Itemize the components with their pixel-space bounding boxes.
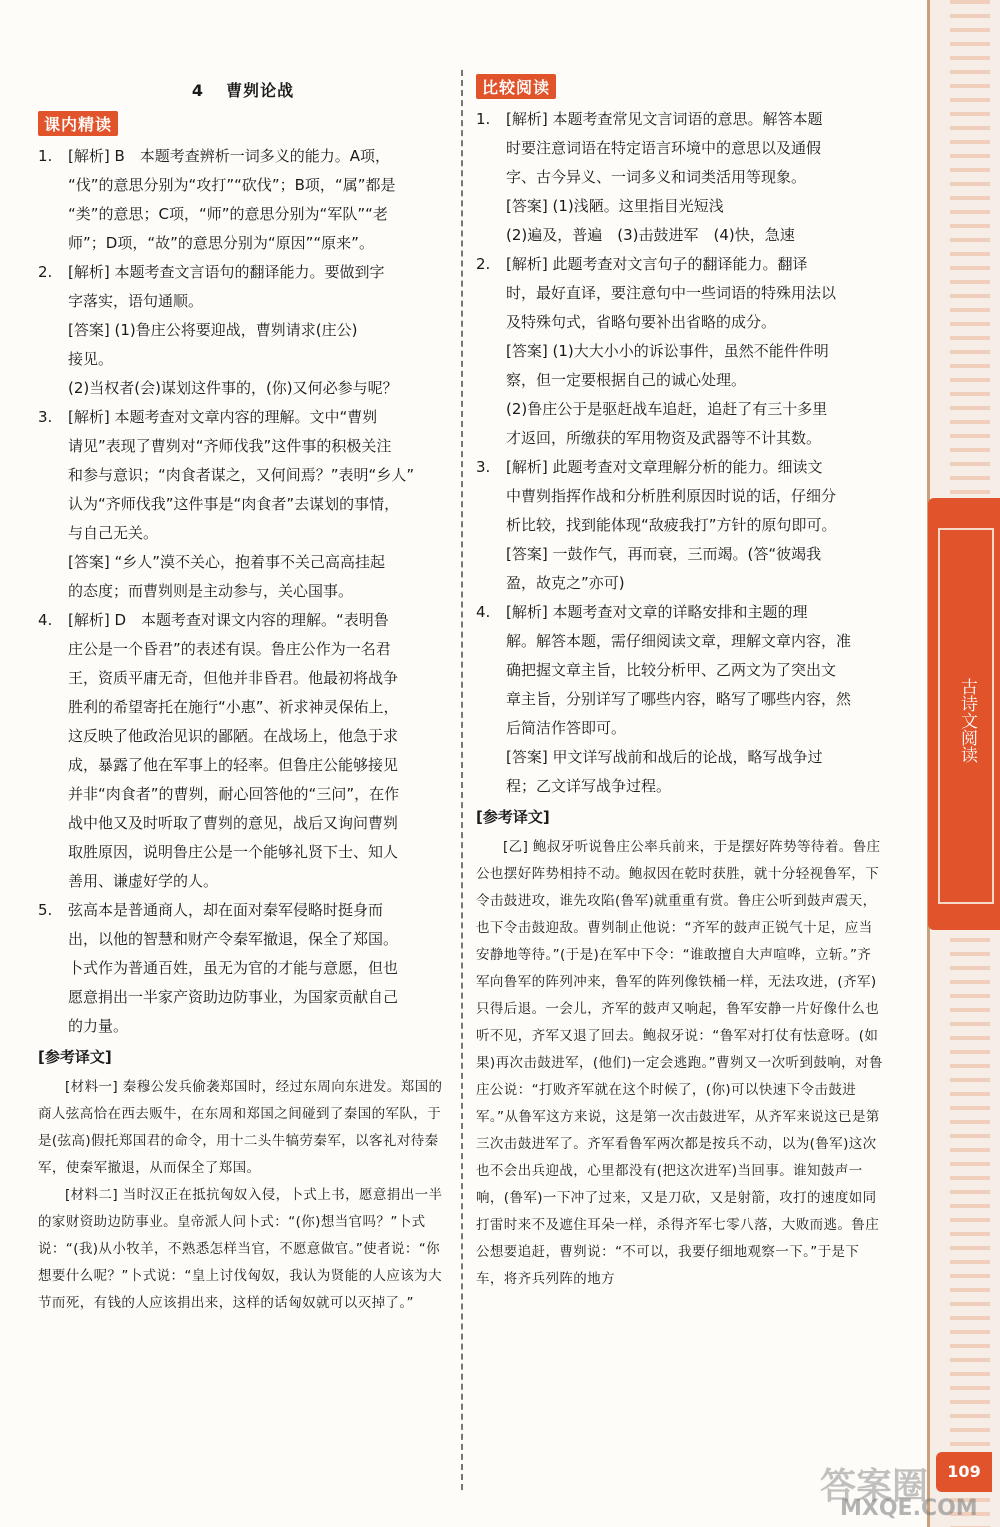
- chapter-number: 4: [191, 81, 205, 100]
- item-line: 王，资质平庸无奇，但他并非昏君。他最初将战争: [68, 669, 399, 687]
- item-line: 的力量。: [68, 1017, 129, 1035]
- answer-item: [476, 598, 884, 801]
- item-line: 时要注意词语在特定语言环境中的意思以及通假: [506, 139, 822, 157]
- item-line: 卜式作为普通百姓，虽无为官的才能与意愿，但也: [68, 959, 399, 977]
- item-line: 接见。: [68, 350, 114, 368]
- item-line: [解析] 本题考查常见文言词语的意思。解答本题: [506, 110, 823, 128]
- item-line: 请见”表现了曹刿对“齐师伐我”这件事的积极关注: [68, 437, 392, 455]
- answer-item: [476, 453, 884, 598]
- item-line: 取胜原因，说明鲁庄公是一个能够礼贤下士、知人: [68, 843, 399, 861]
- answer-item: [38, 258, 448, 403]
- item-line: 才返回，所缴获的军用物资及武器等不计其数。: [506, 429, 822, 447]
- item-line: 程；乙文详写战争过程。: [506, 777, 672, 795]
- right-answer-list: [476, 105, 884, 801]
- item-line: [答案] (1)鲁庄公将要迎战，曹刿请求(庄公): [68, 321, 358, 339]
- item-line: 察，但一定要根据自己的诚心处理。: [506, 371, 747, 389]
- item-line: 确把握文章主旨，比较分析甲、乙两文为了突出文: [506, 661, 837, 679]
- item-number: 5.: [38, 901, 53, 919]
- item-line: 盈，故克之”亦可): [506, 574, 625, 592]
- item-line: 认为“齐师伐我”这件事是“肉食者”去谋划的事情，: [68, 495, 400, 513]
- item-line: 战中他又及时听取了曹刿的意见，战后又询问曹刿: [68, 814, 399, 832]
- item-line: 及特殊句式，省略句要补出省略的成分。: [506, 313, 777, 331]
- column-divider: [461, 70, 463, 1490]
- item-line: [解析] 本题考查对文章的详略安排和主题的理: [506, 603, 808, 621]
- left-column: [38, 72, 448, 1317]
- left-translation: [38, 1074, 448, 1317]
- answer-item: [38, 403, 448, 606]
- item-line: 师”；D项，“故”的意思分别为“原因”“原来”。: [68, 234, 374, 252]
- item-line: 出，以他的智慧和财产令秦军撤退，保全了郑国。: [68, 930, 399, 948]
- item-number: 2.: [476, 255, 491, 273]
- chapter-name: 曹刿论战: [226, 81, 295, 100]
- item-line: [解析] 本题考查对文章内容的理解。文中“曹刿: [68, 408, 378, 426]
- page-number: 109: [936, 1452, 992, 1492]
- item-line: [答案] 一鼓作气，再而衰，三而竭。(答“彼竭我: [506, 545, 822, 563]
- right-translation-text: [乙] 鲍叔牙听说鲁庄公率兵前来，于是摆好阵势等待着。鲁庄公也摆好阵势相持不动。鲍叔因在乾时获胜，就十分轻视鲁军，下令击鼓进攻，谁先攻陷(鲁军)就重重有赏。鲁庄公听到鼓声震天，也下令击鼓迎敌。曹刿制止他说：“齐军的鼓声正锐气十足，应当安静地等待。”(于是)在军中下令：“谁敢擅自大声喧哗，立斩。”齐军向鲁军的阵列冲来，鲁军的阵列像铁桶一样，无法攻进，(齐军)只得后退。一会儿，齐军的鼓声又响起，鲁军安静一片好像什么也听不见，齐军又退了回去。鲍叔牙说：“鲁军对打仗有怯意呀。(如果)再次击鼓进军，(他们)一定会逃跑。”曹刿又一次听到鼓响，对鲁庄公说：“打败齐军就在这个时候了，(你)可以快速下令击鼓进军。”从鲁军这方来说，这是第一次击鼓进军，从齐军来说这已是第三次击鼓进军了。齐军看鲁军两次都是按兵不动，以为(鲁军)这次也不会出兵迎战，心里都没有(把这次进军)当回事。谁知鼓声一响，(鲁军)一下冲了过来，又是刀砍，又是射箭，攻打的速度如同打雷时来不及遮住耳朵一样，杀得齐军七零八落，大败而逃。鲁庄公想要追赶，曹刿说：“不可以，我要仔细地观察一下。”于是下车，将齐兵列阵的地方: [476, 839, 883, 1287]
- item-line: 和参与意识；“肉食者谋之，又何间焉？”表明“乡人”: [68, 466, 415, 484]
- item-number: 4.: [476, 603, 491, 621]
- item-line: 字、古今异义、一词多义和词类活用等现象。: [506, 168, 807, 186]
- side-tab: [928, 498, 1000, 930]
- answer-item: [476, 250, 884, 453]
- reference-translation-heading: [参考译文]: [38, 1048, 112, 1066]
- item-line: 字落实，语句通顺。: [68, 292, 204, 310]
- item-line: 析比较，找到能体现“敌疲我打”方针的原句即可。: [506, 516, 837, 534]
- item-line: [解析] 此题考查对文言句子的翻译能力。翻译: [506, 255, 808, 273]
- item-line: 章主旨，分别详写了哪些内容，略写了哪些内容，然: [506, 690, 852, 708]
- translation-paragraph: [材料一] 秦穆公发兵偷袭郑国时，经过东周向东进发。郑国的商人弦高恰在西去贩牛，在东周和郑国之间碰到了秦国的军队，于是(弦高)假托郑国君的命令，用十二头牛犒劳秦军，以客礼对待秦军，使秦军撤退，从而保全了郑国。: [38, 1079, 443, 1176]
- item-line: (2)遍及，普遍 (3)击鼓进军 (4)快，急速: [506, 226, 795, 244]
- item-line: “类”的意思；C项，“师”的意思分别为“军队”“老: [68, 205, 388, 223]
- translation-paragraph: [材料二] 当时汉正在抵抗匈奴入侵，卜式上书，愿意捐出一半的家财资助边防事业。皇帝派人问卜式：“(你)想当官吗？”卜式说：“(我)从小牧羊，不熟悉怎样当官，不愿意做官。”使者说：“你想要什么呢？”卜式说：“皇上讨伐匈奴，我认为贤能的人应该为大节而死，有钱的人应该捐出来，这样的话匈奴就可以灭掉了。”: [38, 1187, 443, 1311]
- right-column: [476, 72, 884, 1293]
- item-line: 这反映了他政治见识的鄙陋。在战场上，他急于求: [68, 727, 399, 745]
- item-line: [解析] B 本题考查辨析一词多义的能力。A项，: [68, 147, 391, 165]
- chapter-title: [38, 78, 448, 101]
- item-number: 3.: [38, 408, 53, 426]
- item-line: (2)鲁庄公于是驱赶战车追赶，追赶了有三十多里: [506, 400, 828, 418]
- reference-translation-heading-right: [参考译文]: [476, 808, 550, 826]
- item-line: (2)当权者(会)谋划这件事的，(你)又何必参与呢？: [68, 379, 398, 397]
- left-answer-list: [38, 142, 448, 1041]
- item-number: 1.: [476, 110, 491, 128]
- item-line: 胜利的希望寄托在施行“小惠”、祈求神灵保佑上，: [68, 698, 399, 716]
- item-line: [答案] (1)大大小小的诉讼事件，虽然不能件件明: [506, 342, 829, 360]
- item-line: [解析] 此题考查对文章理解分析的能力。细读文: [506, 458, 823, 476]
- item-number: 3.: [476, 458, 491, 476]
- item-line: 中曹刿指挥作战和分析胜利原因时说的话，仔细分: [506, 487, 837, 505]
- item-number: 4.: [38, 611, 53, 629]
- answer-item: [38, 896, 448, 1041]
- item-line: [解析] D 本题考查对课文内容的理解。“表明鲁: [68, 611, 389, 629]
- item-line: 并非“肉食者”的曹刿，耐心回答他的“三问”，在作: [68, 785, 400, 803]
- item-line: 成，暴露了他在军事上的轻率。但鲁庄公能够接见: [68, 756, 399, 774]
- item-line: 后简洁作答即可。: [506, 719, 627, 737]
- answer-item: [476, 105, 884, 250]
- item-line: 庄公是一个昏君”的表述有误。鲁庄公作为一名君: [68, 640, 391, 658]
- item-line: [答案] (1)浅陋。这里指目光短浅: [506, 197, 724, 215]
- item-line: [答案] 甲文详写战前和战后的论战，略写战争过: [506, 748, 823, 766]
- item-line: 与自己无关。: [68, 524, 159, 542]
- answer-item: [38, 142, 448, 258]
- item-line: 善用、谦虚好学的人。: [68, 872, 219, 890]
- item-line: 时，最好直译，要注意句中一些词语的特殊用法以: [506, 284, 837, 302]
- item-line: 的态度；而曹刿则是主动参与，关心国事。: [68, 582, 354, 600]
- watermark-url: MXQE.COM: [840, 1496, 978, 1521]
- answer-item: [38, 606, 448, 896]
- section-label-in-class: 课内精读: [38, 111, 118, 136]
- side-tab-label: 古诗文阅读: [957, 678, 977, 763]
- item-line: [解析] 本题考查文言语句的翻译能力。要做到字: [68, 263, 385, 281]
- item-line: “伐”的意思分别为“攻打”“砍伐”；B项，“属”都是: [68, 176, 396, 194]
- watermark-logo: 答案圈: [820, 1466, 929, 1507]
- item-number: 1.: [38, 147, 53, 165]
- item-number: 2.: [38, 263, 53, 281]
- item-line: 弦高本是普通商人，却在面对秦军侵略时挺身而: [68, 901, 384, 919]
- item-line: [答案] “乡人”漠不关心，抱着事不关己高高挂起: [68, 553, 386, 571]
- section-label-compare: 比较阅读: [476, 74, 556, 99]
- item-line: 解。解答本题，需仔细阅读文章，理解文章内容，准: [506, 632, 852, 650]
- item-line: 愿意捐出一半家产资助边防事业，为国家贡献自己: [68, 988, 399, 1006]
